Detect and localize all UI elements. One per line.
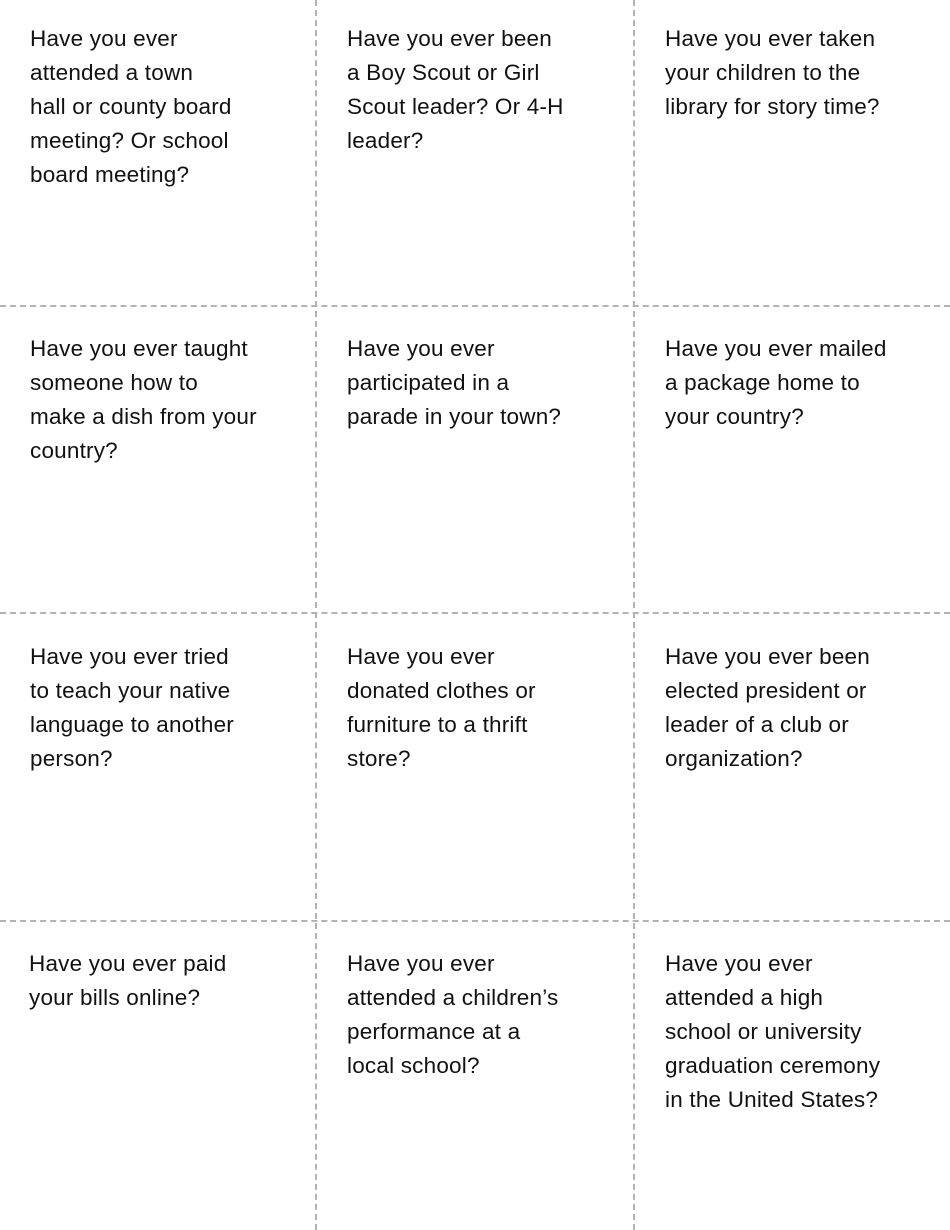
question-text: Have you ever attended a children’s performance at a local school? bbox=[347, 951, 559, 1078]
question-card bbox=[635, 922, 950, 1230]
question-text: Have you ever paid your bills online? bbox=[29, 951, 227, 1010]
question-card bbox=[0, 0, 315, 305]
question-text: Have you ever mailed a package home to your country? bbox=[665, 336, 887, 429]
question-card bbox=[635, 614, 950, 920]
question-text: Have you ever attended a high school or university graduation ceremony in the United States? bbox=[665, 951, 881, 1112]
question-text: Have you ever taught someone how to make a dish from your country? bbox=[30, 336, 257, 463]
question-text: Have you ever attended a town hall or county board meeting? Or school board meeting? bbox=[30, 26, 232, 187]
question-card bbox=[635, 0, 950, 305]
question-text: Have you ever taken your children to the library for story time? bbox=[665, 26, 880, 119]
question-card bbox=[317, 922, 633, 1230]
question-text: Have you ever participated in a parade in your town? bbox=[347, 336, 562, 429]
question-text: Have you ever been elected president or leader of a club or organization? bbox=[665, 644, 870, 771]
question-text: Have you ever been a Boy Scout or Girl Scout leader? Or 4-H leader? bbox=[347, 26, 564, 153]
question-card bbox=[0, 614, 315, 920]
question-card bbox=[317, 0, 633, 305]
question-card bbox=[317, 614, 633, 920]
question-card bbox=[317, 307, 633, 612]
question-card bbox=[635, 307, 950, 612]
question-card bbox=[0, 307, 315, 612]
question-text: Have you ever tried to teach your native language to another person? bbox=[30, 644, 234, 771]
question-card bbox=[0, 922, 315, 1230]
question-text: Have you ever donated clothes or furniture to a thrift store? bbox=[347, 644, 536, 771]
